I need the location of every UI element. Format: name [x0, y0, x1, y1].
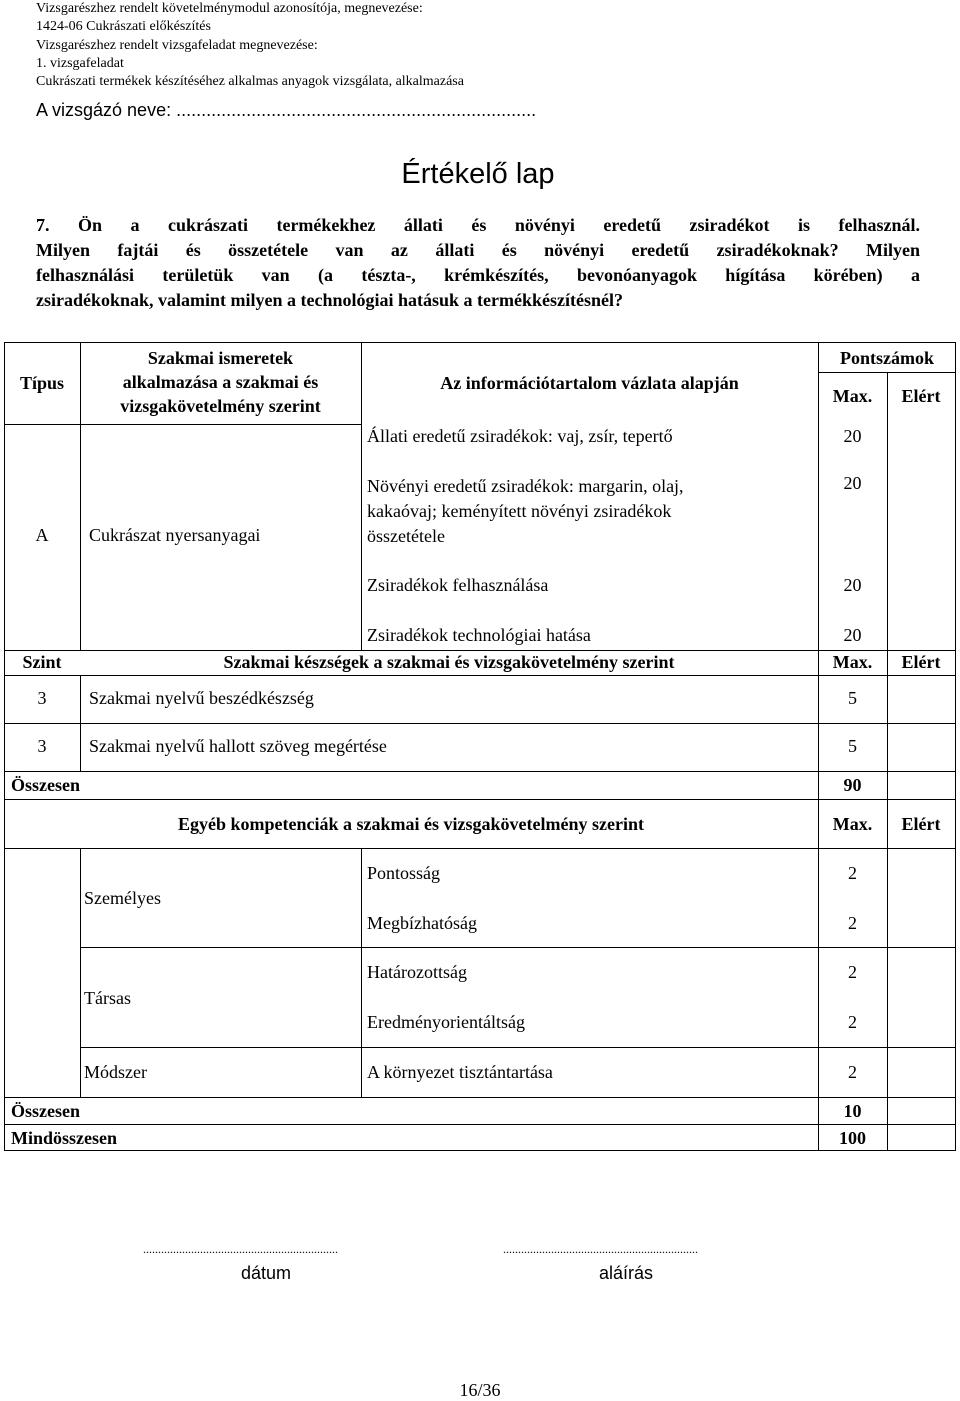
subtotal-label: Összesen	[11, 1101, 80, 1121]
competency-max: 2	[848, 1062, 857, 1082]
table-rule	[4, 771, 956, 772]
question-line: felhasználási területük van (a tészta-, krémkészítés, bevonóanyagok hígítása körében) a	[36, 265, 920, 285]
info-row: Zsiradékok felhasználása	[367, 575, 549, 595]
table-rule	[4, 1124, 956, 1125]
competency-item: Pontosság	[367, 863, 441, 883]
competency-group-method: Módszer	[84, 1062, 147, 1082]
competency-max: 2	[848, 863, 857, 883]
question-line: 7. Ön a cukrászati termékekhez állati és növényi eredetű zsiradékot is felhasznál.	[36, 215, 920, 235]
column-header-points: Pontszámok	[840, 348, 934, 368]
document-header	[36, 0, 464, 91]
header-line: Vizsgarészhez rendelt vizsgafeladat megnevezése:	[36, 37, 318, 53]
competency-max: 2	[848, 1012, 857, 1032]
skill-level: 3	[37, 736, 47, 756]
table-rule	[4, 848, 956, 849]
skill-max: 5	[848, 688, 857, 708]
column-header-max: Max.	[832, 386, 873, 406]
table-rule	[887, 799, 888, 1150]
signature-line[interactable]: .................................................................	[503, 1242, 698, 1256]
table-rule	[80, 1047, 956, 1048]
competencies-header-label: Egyéb kompetenciák a szakmai és vizsgakövetelmény szerint	[178, 814, 644, 834]
info-row: Állati eredetű zsiradékok: vaj, zsír, tepertő	[367, 426, 673, 446]
subtotal-value: 10	[843, 1101, 862, 1121]
table-rule	[955, 342, 956, 1150]
info-row-max: 20	[843, 473, 862, 493]
competency-max: 2	[848, 962, 857, 982]
header-line: 1. vizsgafeladat	[36, 55, 124, 71]
skills-header-level: Szint	[22, 652, 62, 672]
info-row: Zsiradékok technológiai hatása	[367, 625, 591, 645]
column-header-info: Az információtartalom vázlata alapján	[440, 373, 739, 393]
page-title: Értékelő lap	[401, 158, 555, 190]
header-line: 1424-06 Cukrászati előkészítés	[36, 19, 211, 35]
grand-total-label: Mindösszesen	[11, 1128, 118, 1148]
competencies-header-max: Max.	[832, 814, 873, 834]
table-rule	[887, 372, 888, 799]
table-rule	[361, 848, 362, 1097]
competency-item: Határozottság	[367, 962, 467, 982]
competency-item: Eredményorientáltság	[367, 1012, 525, 1032]
table-rule	[4, 675, 956, 676]
signature-label: aláírás	[598, 1263, 654, 1283]
date-line[interactable]: .................................................................	[143, 1242, 338, 1256]
skills-header-achieved: Elért	[901, 652, 941, 672]
info-row-max: 20	[843, 426, 862, 446]
table-rule	[4, 342, 956, 343]
examinee-name-field[interactable]: A vizsgázó neve: ........................................................................	[36, 100, 537, 120]
header-line: Cukrászati termékek készítéséhez alkalmas anyagok vizsgálata, alkalmazása	[36, 74, 464, 90]
column-header-achieved: Elért	[901, 386, 941, 406]
table-rule	[4, 799, 956, 800]
table-rule	[80, 947, 956, 948]
table-rule	[80, 848, 81, 1097]
exam-question	[36, 213, 920, 313]
column-header-knowledge: Szakmai ismeretek alkalmazása a szakmai és vizsgakövetelmény szerint	[120, 348, 321, 416]
table-rule	[4, 424, 361, 425]
section-type: A	[35, 525, 49, 545]
skill-label: Szakmai nyelvű beszédkészség	[89, 688, 314, 708]
skill-level: 3	[37, 688, 47, 708]
date-label: dátum	[240, 1263, 292, 1283]
competencies-header-achieved: Elért	[901, 814, 941, 834]
competency-group-personal: Személyes	[84, 888, 161, 908]
competency-max: 2	[848, 913, 857, 933]
subtotal-label: Összesen	[11, 775, 80, 795]
header-line: Vizsgarészhez rendelt követelménymodul azonosítója, megnevezése:	[36, 1, 423, 16]
info-row-max: 20	[843, 575, 862, 595]
info-row: Növényi eredetű zsiradékok: margarin, olaj, kakaóvaj; keményített növényi zsiradékok összetétele	[367, 476, 684, 546]
skill-max: 5	[848, 736, 857, 756]
competency-group-social: Társas	[84, 988, 131, 1008]
column-header-type: Típus	[19, 373, 65, 393]
competency-item: A környezet tisztántartása	[367, 1062, 553, 1082]
table-rule	[80, 675, 81, 771]
skills-header-label: Szakmai készségek a szakmai és vizsgakövetelmény szerint	[223, 652, 675, 672]
grand-total-value: 100	[839, 1128, 866, 1148]
skill-label: Szakmai nyelvű hallott szöveg megértése	[89, 736, 387, 756]
question-line: Milyen fajtái és összetétele van az állati és növényi eredetű zsiradékoknak? Milyen	[36, 240, 920, 260]
table-rule	[4, 1097, 956, 1098]
info-row-max: 20	[843, 625, 862, 645]
section-topic: Cukrászat nyersanyagai	[89, 525, 261, 545]
page-number: 16/36	[459, 1380, 501, 1400]
subtotal-value: 90	[843, 775, 862, 795]
skills-header-max: Max.	[832, 652, 873, 672]
table-rule	[4, 1150, 956, 1151]
competency-item: Megbízhatóság	[367, 913, 477, 933]
question-line: zsiradékoknak, valamint milyen a technológiai hatásuk a termékkészítésnél?	[36, 290, 624, 310]
table-rule	[4, 723, 956, 724]
